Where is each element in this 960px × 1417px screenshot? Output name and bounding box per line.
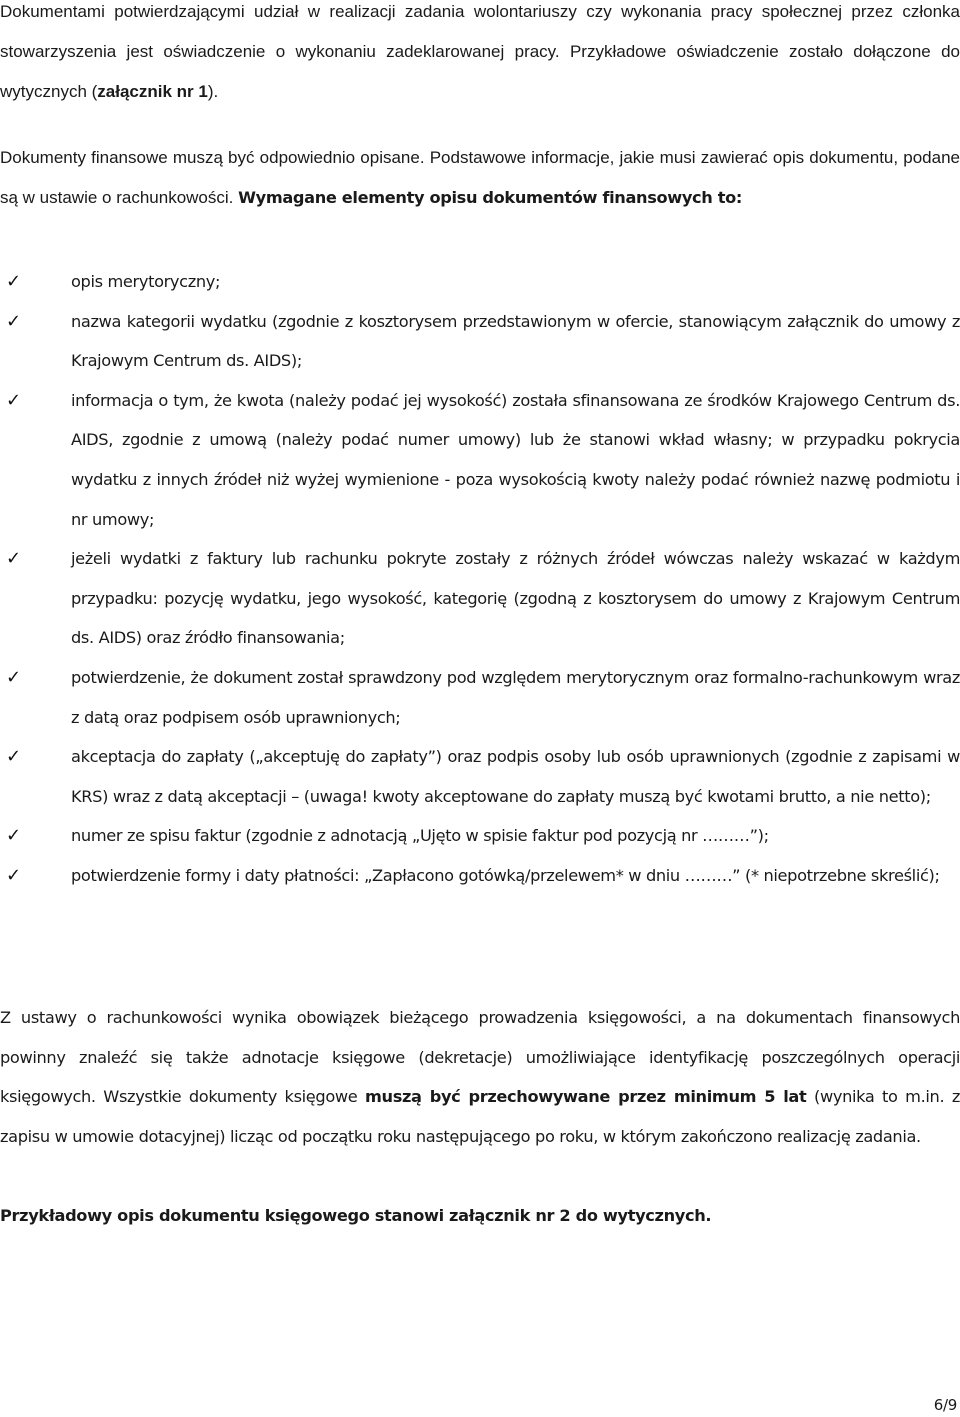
list-item-text: potwierdzenie formy i daty płatności: „Zapłacono gotówką/przelewem* w dniu ………” (* niepotrzebne skreślić);	[71, 865, 940, 885]
checkmark-icon: ✓	[6, 271, 21, 292]
paragraph-text: Dokumenty finansowe muszą być odpowiednio opisane. Podstawowe informacje, jakie musi zawierać opis dokumentu, podane są w ustawie o rachunkowości.	[0, 148, 960, 207]
checkmark-icon: ✓	[6, 666, 21, 688]
checkmark-icon: ✓	[6, 389, 21, 411]
list-item	[0, 737, 960, 816]
paragraph-volunteer-documents	[0, 0, 960, 112]
paragraph-accounting-act	[0, 998, 960, 1156]
required-elements-list	[0, 262, 960, 896]
paragraph-financial-documents	[0, 138, 960, 218]
list-item-text: numer ze spisu faktur (zgodnie z adnotacją „Ujęto w spisie faktur pod pozycją nr ………”);	[71, 826, 769, 846]
paragraph-text: Dokumentami potwierdzającymi udział w realizacji zadania wolontariuszy czy wykonania pracy społecznej przez członka stowarzyszenia jest oświadczenie o wykonaniu zadeklarowanej pracy. Przykładowe oświadczenie zostało dołączone do wytycznych (	[0, 2, 960, 101]
list-item-text: potwierdzenie, że dokument został sprawdzony pod względem merytorycznym oraz formalno-rachunkowym wraz z datą oraz podpisem osób uprawnionych;	[71, 667, 960, 727]
paragraph-tail: (wynika to m.in. z zapisu w umowie dotacyjnej) licząc od początku roku następującego po roku, w którym zakończono realizację zadania.	[0, 1087, 960, 1146]
paragraph-tail: ).	[207, 82, 219, 101]
list-item	[0, 816, 960, 856]
list-item	[0, 381, 960, 539]
list-item	[0, 658, 960, 737]
bold-retention-period: muszą być przechowywane przez minimum 5 lat	[365, 1087, 807, 1107]
list-item	[0, 262, 960, 302]
checkmark-icon: ✓	[6, 864, 21, 886]
paragraph-example-description	[0, 1196, 960, 1236]
checkmark-icon: ✓	[6, 825, 21, 847]
page-number: 6/9	[933, 1396, 957, 1414]
list-item-text: opis merytoryczny;	[71, 272, 221, 291]
list-item-text: akceptacja do zapłaty („akceptuję do zapłaty”) oraz podpis osoby lub osób uprawnionych (zgodnie z zapisami w KRS) wraz z datą akceptacji – (uwaga! kwoty akceptowane do zapłaty muszą być kwotami brutto, a nie netto);	[71, 747, 960, 806]
list-item-text: nazwa kategorii wydatku (zgodnie z kosztorysem przedstawionym w ofercie, stanowiącym załącznik do umowy z Krajowym Centrum ds. AIDS);	[71, 311, 960, 371]
paragraph-text: Z ustawy o rachunkowości wynika obowiązek bieżącego prowadzenia księgowości, a na dokumentach finansowych powinny znaleźć się także adnotacje księgowe (dekretacje) umożliwiające identyfikację poszczególnych operacji księgowych. Wszystkie dokumenty księgowe	[0, 1008, 960, 1107]
list-item	[0, 302, 960, 381]
list-item	[0, 539, 960, 658]
list-item-text: jeżeli wydatki z faktury lub rachunku pokryte zostały z różnych źródeł wówczas należy wskazać w każdym przypadku: pozycję wydatku, jego wysokość, kategorię (zgodną z kosztorysem do umowy z Krajowym Centrum ds. AIDS) oraz źródło finansowania;	[71, 549, 960, 648]
bold-required-elements: Wymagane elementy opisu dokumentów finansowych to:	[238, 188, 743, 207]
list-item	[0, 856, 960, 896]
checkmark-icon: ✓	[6, 310, 21, 332]
checkmark-icon: ✓	[6, 746, 21, 768]
paragraph-text: Przykładowy opis dokumentu księgowego stanowi załącznik nr 2 do wytycznych.	[0, 1206, 712, 1225]
list-item-text: informacja o tym, że kwota (należy podać jej wysokość) została sfinansowana ze środków Krajowego Centrum ds. AIDS, zgodnie z umową (należy podać numer umowy) lub że stanowi wkład własny; w przypadku pokrycia wydatku z innych źródeł niż wyżej wymienione - poza wysokością kwoty należy podać również nazwę podmiotu i nr umowy;	[71, 390, 960, 529]
bold-attachment-ref: załącznik nr 1	[97, 82, 208, 101]
checkmark-icon: ✓	[6, 548, 21, 570]
